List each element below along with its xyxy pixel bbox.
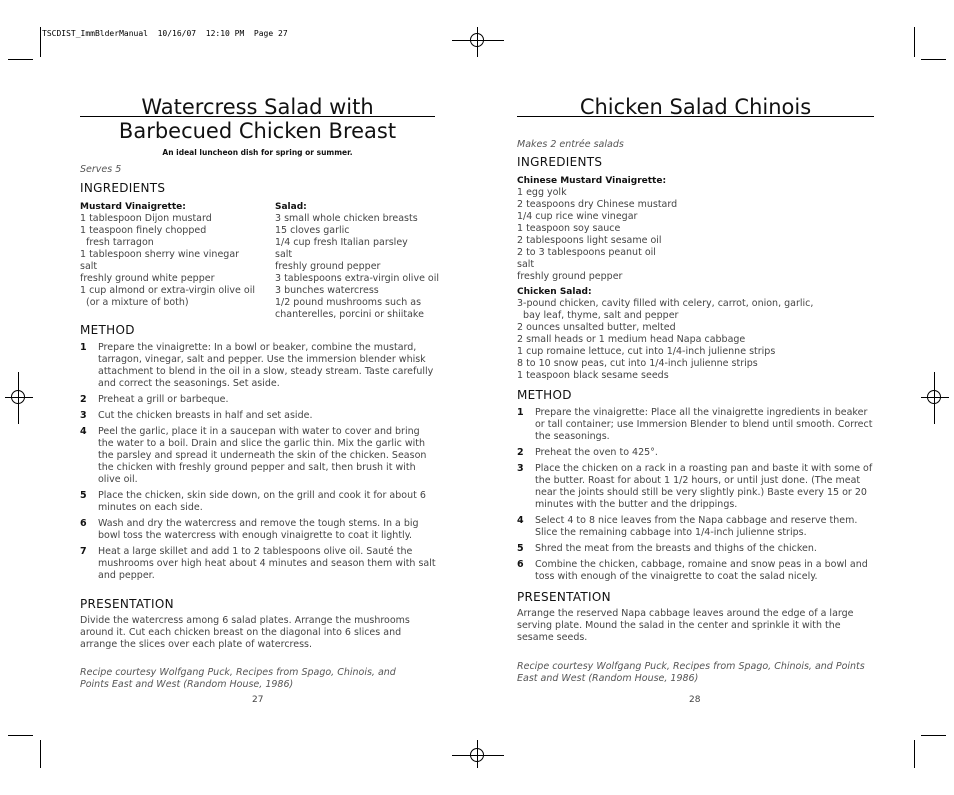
step-text: Heat a large skillet and add 1 to 2 tablespoons olive oil. Sauté the mushrooms over high heat about 4 minutes and season them with salt and pepper. (98, 546, 436, 581)
ingredient-item: 2 teaspoons dry Chinese mustard (517, 199, 678, 210)
step-text: Peel the garlic, place it in a saucepan with water to cover and bring the water to a boil. Drain and slice the garlic thin. Mix the garlic with the parsley and spread it underneath the skin of the chicken. Season the chicken with freshly ground pepper and salt, then brush it with olive oil. (98, 426, 427, 485)
ingredient-item: 2 ounces unsalted butter, melted (517, 322, 676, 333)
salad-ingredients (517, 286, 877, 382)
method-step (80, 518, 436, 542)
ingredients-heading: INGREDIENTS (517, 155, 603, 169)
ingredient-item: 2 to 3 tablespoons peanut oil (517, 247, 656, 258)
method-step (517, 543, 875, 555)
ingredient-item: (or a mixture of both) (80, 297, 189, 308)
step-text: Preheat a grill or barbeque. (98, 394, 229, 405)
salad-heading: Chicken Salad: (517, 287, 592, 297)
ingredient-item: salt (517, 259, 535, 270)
step-number: 1 (80, 342, 87, 353)
recipe-credit: Recipe courtesy Wolfgang Puck, Recipes from Spago, Chinois, and Points East and West (Random House, 1986) (517, 661, 865, 684)
step-text: Prepare the vinaigrette: Place all the vinaigrette ingredients in beaker or tall container; use Immersion Blender to blend until smooth. Correct the seasonings. (535, 407, 873, 442)
step-number: 4 (517, 515, 524, 526)
method-heading: METHOD (80, 323, 135, 337)
step-number: 3 (80, 410, 87, 421)
ingredient-list (80, 213, 270, 309)
salad-heading: Salad: (275, 202, 307, 212)
ingredient-item: 1/2 pound mushrooms such as (275, 297, 422, 308)
ingredient-item: 1 tablespoon Dijon mustard (80, 213, 212, 224)
step-text: Place the chicken on a rack in a roasting pan and baste it with some of the butter. Roast for about 1 1/2 hours, or until just done. (The meat near the joints should still be very slightly pink.) Baste every 15 or 20 minutes with the butter and the drippings. (535, 463, 873, 510)
ingredient-item: 3 bunches watercress (275, 285, 379, 296)
recipe-credit: Recipe courtesy Wolfgang Puck, Recipes from Spago, Chinois, and Points East and West (Random House, 1986) (80, 667, 396, 690)
ingredient-list (275, 213, 450, 321)
step-number: 3 (517, 463, 524, 474)
method-step (80, 410, 436, 422)
ingredient-item: freshly ground pepper (517, 271, 623, 282)
vinaigrette-heading: Chinese Mustard Vinaigrette: (517, 176, 667, 186)
ingredient-item: 2 small heads or 1 medium head Napa cabbage (517, 334, 746, 345)
step-number: 5 (517, 543, 524, 554)
method-step (517, 447, 875, 459)
presentation-heading: PRESENTATION (517, 590, 611, 604)
method-step (80, 342, 436, 390)
step-number: 1 (517, 407, 524, 418)
presentation-text: Divide the watercress among 6 salad plates. Arrange the mushrooms around it. Cut each chicken breast on the diagonal into 6 slices and arrange the slices over each plate of watercress. (80, 615, 410, 650)
step-number: 6 (80, 518, 87, 529)
vinaigrette-ingredients (517, 175, 877, 283)
ingredient-item: bay leaf, thyme, salt and pepper (517, 310, 679, 321)
ingredient-item: 15 cloves garlic (275, 225, 350, 236)
step-text: Shred the meat from the breasts and thighs of the chicken. (535, 543, 817, 554)
method-step (517, 407, 875, 443)
page-title (80, 95, 435, 143)
ingredients-heading: INGREDIENTS (80, 181, 166, 195)
method-steps (80, 342, 436, 586)
step-number: 5 (80, 490, 87, 501)
ingredient-item: 1 cup romaine lettuce, cut into 1/4-inch julienne strips (517, 346, 776, 357)
ingredient-item: 1 teaspoon finely chopped (80, 225, 207, 236)
method-step (517, 463, 875, 511)
step-number: 2 (80, 394, 87, 405)
step-text: Prepare the vinaigrette: In a bowl or beaker, combine the mustard, tarragon, vinegar, salt and pepper. Use the immersion blender whisk attachment to blend in the oil in a slow, steady stream. Taste carefully and correct the seasonings. Set aside. (98, 342, 434, 389)
ingredient-item: fresh tarragon (80, 237, 154, 248)
page-title: Chicken Salad Chinois (579, 95, 812, 119)
ingredient-item: 3 tablespoons extra-virgin olive oil (275, 273, 440, 284)
print-slug: TSCDIST_ImmBlderManual 10/16/07 12:10 PM Page 27 (42, 29, 288, 38)
ingredient-list (517, 187, 877, 283)
page-number: 27 (252, 695, 264, 705)
step-text: Select 4 to 8 nice leaves from the Napa cabbage and reserve them. Slice the remaining cabbage into 1/4-inch julienne strips. (535, 515, 858, 538)
ingredient-item: 1 teaspoon soy sauce (517, 223, 621, 234)
method-heading: METHOD (517, 388, 572, 402)
serves: Serves 5 (80, 164, 122, 175)
ingredient-item: freshly ground pepper (275, 261, 381, 272)
vinaigrette-ingredients (80, 201, 270, 309)
method-step (80, 546, 436, 582)
ingredient-item: 1/4 cup fresh Italian parsley (275, 237, 408, 248)
ingredient-item: freshly ground white pepper (80, 273, 215, 284)
ingredient-item: 8 to 10 snow peas, cut into 1/4-inch julienne strips (517, 358, 758, 369)
ingredient-item: 3 small whole chicken breasts (275, 213, 418, 224)
method-step (80, 490, 436, 514)
step-text: Preheat the oven to 425°. (535, 447, 658, 458)
ingredient-item: 1 cup almond or extra-virgin olive oil (80, 285, 255, 296)
ingredient-item: 3-pound chicken, cavity filled with celery, carrot, onion, garlic, (517, 298, 814, 309)
tagline: An ideal luncheon dish for spring or summer. (162, 148, 353, 157)
step-number: 4 (80, 426, 87, 437)
ingredient-item: 1/4 cup rice wine vinegar (517, 211, 638, 222)
step-text: Wash and dry the watercress and remove the tough stems. In a big bowl toss the watercress with enough vinaigrette to coat it lightly. (98, 518, 419, 541)
method-steps (517, 407, 875, 587)
ingredient-item: 1 teaspoon black sesame seeds (517, 370, 669, 381)
ingredient-item: salt (275, 249, 293, 260)
presentation-text: Arrange the reserved Napa cabbage leaves around the edge of a large serving plate. Mound the salad in the center and sprinkle it with the sesame seeds. (517, 608, 854, 643)
ingredient-item: salt (80, 261, 98, 272)
step-number: 6 (517, 559, 524, 570)
ingredient-item: chanterelles, porcini or shiitake (275, 309, 424, 320)
ingredient-item: 2 tablespoons light sesame oil (517, 235, 662, 246)
title-line-1: Watercress Salad with (141, 95, 374, 119)
salad-ingredients (275, 201, 450, 321)
ingredient-item: 1 tablespoon sherry wine vinegar (80, 249, 240, 260)
vinaigrette-heading: Mustard Vinaigrette: (80, 202, 186, 212)
method-step (80, 394, 436, 406)
ingredient-item: 1 egg yolk (517, 187, 567, 198)
step-text: Place the chicken, skin side down, on the grill and cook it for about 6 minutes on each side. (98, 490, 426, 513)
method-step (80, 426, 436, 486)
method-step (517, 515, 875, 539)
page-number: 28 (689, 695, 701, 705)
presentation-heading: PRESENTATION (80, 597, 174, 611)
step-number: 7 (80, 546, 87, 557)
method-step (517, 559, 875, 583)
step-number: 2 (517, 447, 524, 458)
title-line-2: Barbecued Chicken Breast (118, 119, 397, 143)
step-text: Cut the chicken breasts in half and set aside. (98, 410, 313, 421)
makes: Makes 2 entrée salads (517, 139, 624, 150)
ingredient-list (517, 298, 877, 382)
step-text: Combine the chicken, cabbage, romaine and snow peas in a bowl and toss with enough of the vinaigrette to coat the salad nicely. (535, 559, 868, 582)
